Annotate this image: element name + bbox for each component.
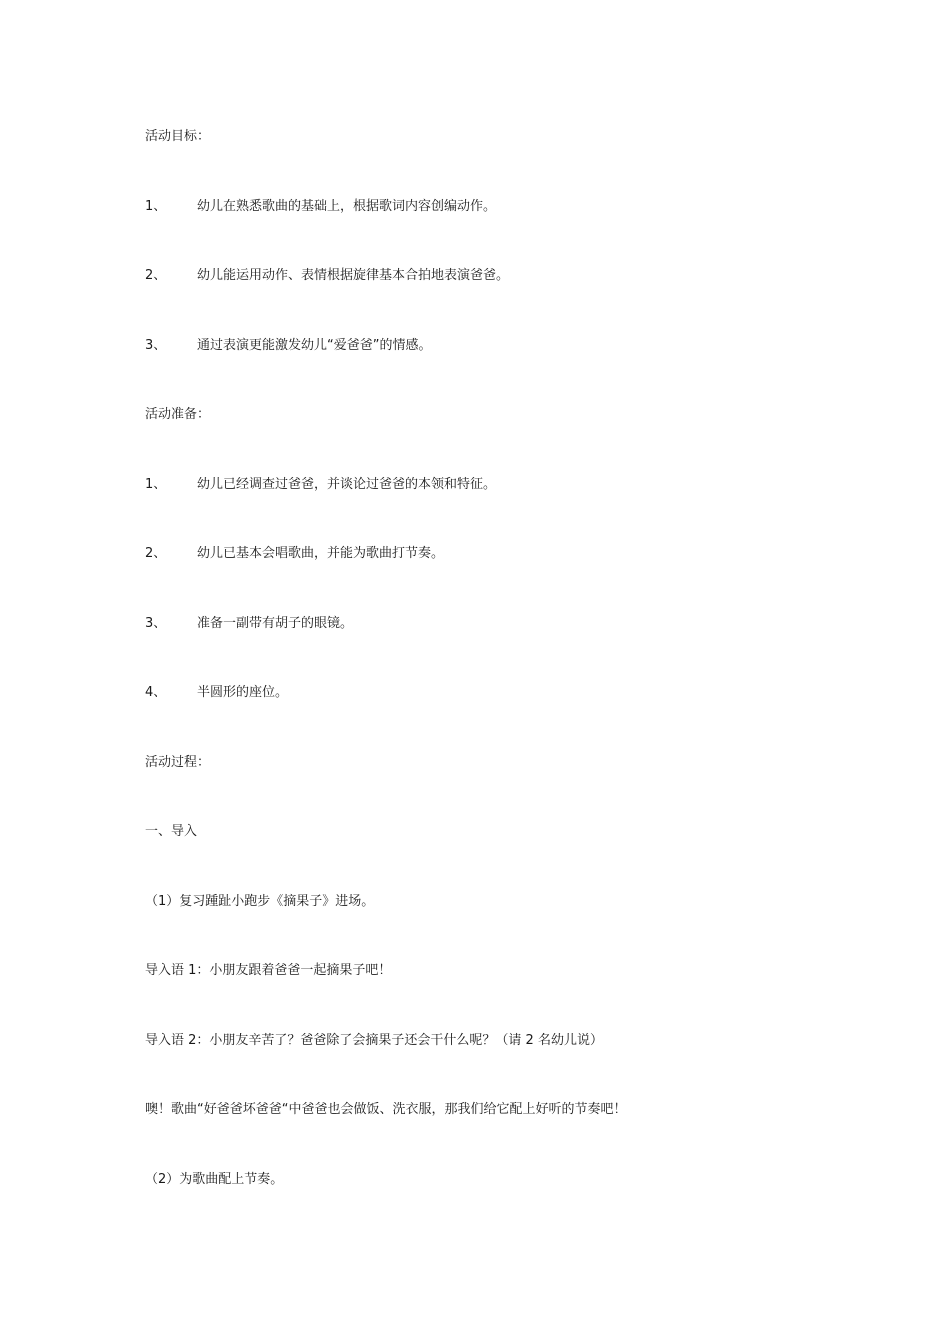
goal-item-number: 1、	[145, 199, 167, 214]
intro-paragraph: 导入语 2：小朋友辛苦了？爸爸除了会摘果子还会干什么呢？（请 2 名幼儿说）	[145, 1033, 603, 1048]
preparation-item-number: 2、	[145, 546, 167, 561]
section-heading: 一、导入	[145, 824, 198, 839]
preparation-heading: 活动准备：	[145, 407, 211, 422]
preparation-item	[145, 476, 496, 494]
goal-item-text: 通过表演更能激发幼儿“爱爸爸”的情感。	[197, 338, 432, 353]
goal-item	[145, 198, 496, 216]
preparation-item-text: 幼儿已基本会唱歌曲，并能为歌曲打节奏。	[197, 546, 445, 561]
preparation-item-number: 1、	[145, 477, 167, 492]
preparation-item	[145, 545, 444, 563]
goals-heading: 活动目标：	[145, 129, 211, 144]
process-heading: 活动过程：	[145, 755, 211, 770]
preparation-item-number: 3、	[145, 616, 167, 631]
preparation-item	[145, 615, 353, 633]
preparation-item-text: 准备一副带有胡子的眼镜。	[197, 616, 354, 631]
goal-item-text: 幼儿能运用动作、表情根据旋律基本合拍地表演爸爸。	[197, 268, 510, 283]
goal-item	[145, 267, 509, 285]
song-paragraph: 噢！歌曲“好爸爸坏爸爸“中爸爸也会做饭、洗衣服，那我们给它配上好听的节奏吧！	[145, 1102, 627, 1117]
step-paragraph: （1）复习踵趾小跑步《摘果子》进场。	[145, 894, 375, 909]
goal-item-number: 2、	[145, 268, 167, 283]
preparation-item-text: 幼儿已经调查过爸爸，并谈论过爸爸的本领和特征。	[197, 477, 497, 492]
preparation-item-number: 4、	[145, 685, 167, 700]
intro-paragraph: 导入语 1：小朋友跟着爸爸一起摘果子吧！	[145, 963, 392, 978]
preparation-item-text: 半圆形的座位。	[197, 685, 289, 700]
goal-item-text: 幼儿在熟悉歌曲的基础上，根据歌词内容创编动作。	[197, 199, 497, 214]
goal-item	[145, 337, 431, 355]
goal-item-number: 3、	[145, 338, 167, 353]
step-paragraph: （2）为歌曲配上节奏。	[145, 1172, 284, 1187]
preparation-item	[145, 684, 288, 702]
